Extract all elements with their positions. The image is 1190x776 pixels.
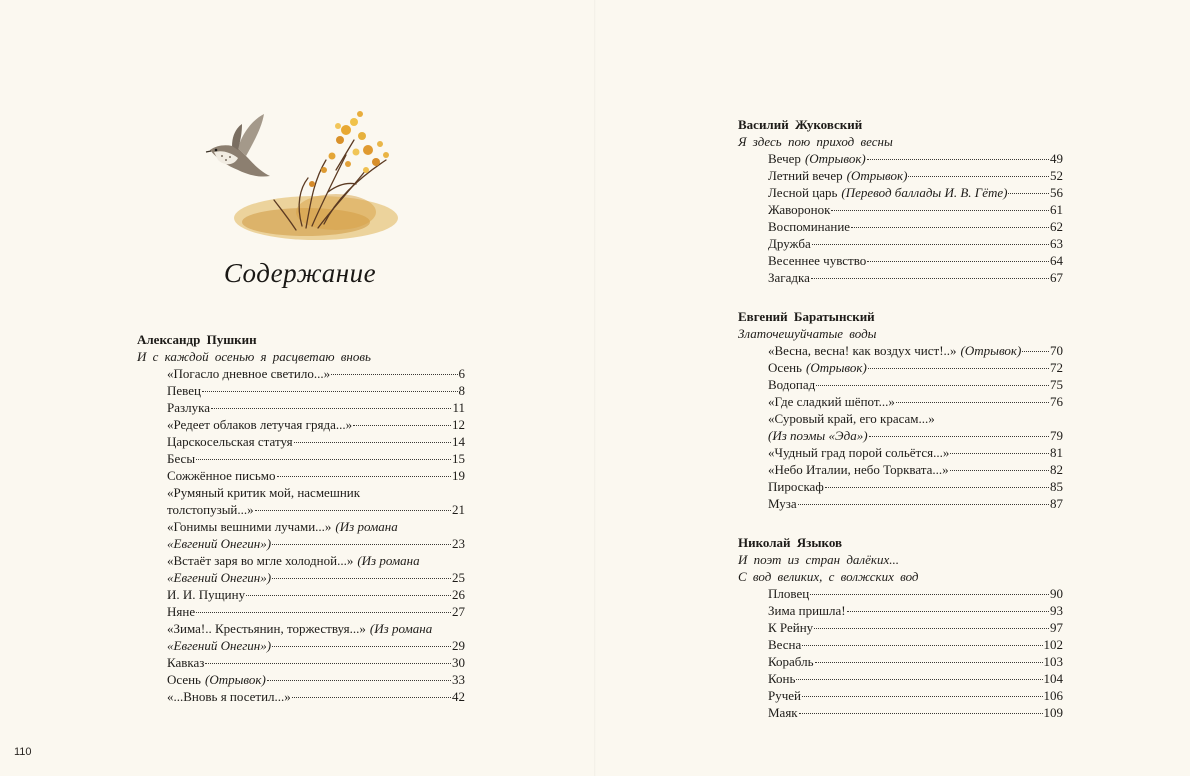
entry-note: (Из поэмы «Эда») — [768, 428, 868, 443]
author-name: Николай Языков — [738, 535, 843, 550]
toc-entry — [167, 484, 465, 501]
toc-entry — [768, 461, 1063, 478]
entry-page-number: 29 — [452, 638, 465, 653]
dot-leader — [255, 510, 451, 511]
toc-entry — [167, 586, 465, 603]
toc-entry — [167, 637, 465, 654]
entry-title: «Погасло дневное светило...» — [167, 366, 331, 381]
dot-leader — [831, 210, 1049, 211]
toc-entry — [768, 444, 1063, 461]
entry-note: (Из романа — [357, 553, 420, 568]
toc-entry — [167, 382, 465, 399]
toc-entry — [768, 150, 1063, 167]
entry-title: Осень — [167, 672, 201, 687]
entry-note: (Из романа — [369, 621, 433, 636]
toc-entry — [167, 501, 465, 518]
entry-title: «...Вновь я посетил...» — [167, 689, 291, 704]
entry-page-number: 102 — [1043, 637, 1063, 652]
dot-leader — [196, 459, 451, 460]
entry-note: (Отрывок) — [960, 343, 1022, 358]
entry-note: «Евгений Онегин») — [167, 638, 272, 653]
section-title: С вод великих, с волжских вод — [738, 569, 919, 584]
dot-leader — [802, 645, 1042, 646]
dot-leader — [868, 368, 1049, 369]
toc-entry — [167, 671, 465, 688]
toc-entry — [768, 342, 1063, 359]
entry-title: Вечер — [768, 151, 801, 166]
author-block-baratynsky — [738, 308, 1063, 512]
dot-leader — [799, 713, 1043, 714]
dot-leader — [211, 408, 451, 409]
entry-page-number: 49 — [1050, 151, 1063, 166]
entry-title: Пловец — [768, 586, 810, 601]
toc-left-column — [137, 331, 465, 727]
entry-title: Весна — [768, 637, 802, 652]
entry-note: (Отрывок) — [846, 168, 908, 183]
entry-title: Зима пришла! — [768, 603, 846, 618]
toc-entries — [137, 365, 465, 705]
entry-page-number: 72 — [1050, 360, 1063, 375]
entry-title: Пироскаф — [768, 479, 824, 494]
section-title: Я здесь пою приход весны — [738, 134, 893, 149]
dot-leader — [272, 578, 451, 579]
entry-title: Лесной царь — [768, 185, 838, 200]
dot-leader — [815, 662, 1043, 663]
toc-entry — [768, 478, 1063, 495]
entry-page-number: 15 — [452, 451, 465, 466]
toc-entry — [167, 518, 465, 535]
entry-page-number: 52 — [1050, 168, 1063, 183]
toc-entry — [768, 269, 1063, 286]
entry-page-number: 97 — [1050, 620, 1063, 635]
page-title: Содержание — [223, 258, 377, 288]
toc-entry — [167, 569, 465, 586]
entry-title: Муза — [768, 496, 797, 511]
entry-title: толстопузый...» — [167, 502, 254, 517]
entry-title: Конь — [768, 671, 796, 686]
toc-entries — [738, 585, 1063, 721]
dot-leader — [246, 595, 451, 596]
entry-page-number: 62 — [1050, 219, 1063, 234]
toc-entries — [738, 342, 1063, 512]
toc-entry — [768, 184, 1063, 201]
dot-leader — [950, 453, 1049, 454]
dot-leader — [196, 612, 451, 613]
entry-title: «Зима!.. Крестьянин, торжествуя...» — [167, 621, 366, 636]
dot-leader — [202, 391, 458, 392]
dot-leader — [816, 385, 1049, 386]
dot-leader — [867, 159, 1049, 160]
dot-leader — [950, 470, 1049, 471]
entry-page-number: 12 — [452, 417, 465, 432]
toc-entry — [167, 399, 465, 416]
author-block-pushkin — [137, 331, 465, 705]
entry-title: Загадка — [768, 270, 810, 285]
entry-title: Воспоминание — [768, 219, 851, 234]
toc-right-column — [738, 116, 1063, 743]
dot-leader — [825, 487, 1049, 488]
toc-entry — [768, 636, 1063, 653]
entry-title: «Небо Италии, небо Торквата...» — [768, 462, 949, 477]
toc-entry — [167, 450, 465, 467]
entry-note: (Перевод баллады И. В. Гёте) — [841, 185, 1008, 200]
dot-leader — [292, 697, 451, 698]
entry-page-number: 70 — [1050, 343, 1063, 358]
entry-title: И. И. Пущину — [167, 587, 246, 602]
entry-title: К Рейну — [768, 620, 814, 635]
dot-leader — [811, 278, 1049, 279]
entry-title: Кавказ — [167, 655, 205, 670]
entry-title: Летний вечер — [768, 168, 843, 183]
toc-entry — [167, 467, 465, 484]
toc-entry — [768, 167, 1063, 184]
toc-entry — [768, 252, 1063, 269]
entry-page-number: 104 — [1043, 671, 1063, 686]
toc-entry — [167, 620, 465, 637]
toc-entry — [768, 670, 1063, 687]
toc-entry — [167, 654, 465, 671]
dot-leader — [796, 679, 1042, 680]
entry-title: «Где сладкий шёпот...» — [768, 394, 895, 409]
entry-page-number: 33 — [452, 672, 465, 687]
entry-title: «Встаёт заря во мгле холодной...» — [167, 553, 354, 568]
entry-page-number: 106 — [1043, 688, 1063, 703]
dot-leader — [272, 646, 451, 647]
dot-leader — [272, 544, 451, 545]
entry-title: Жаворонок — [768, 202, 831, 217]
entry-title: Маяк — [768, 705, 798, 720]
dot-leader — [896, 402, 1049, 403]
entry-page-number: 87 — [1050, 496, 1063, 511]
dot-leader — [908, 176, 1049, 177]
toc-entry — [167, 535, 465, 552]
section-title: И поэт из стран далёких... — [738, 552, 899, 567]
toc-entry — [768, 201, 1063, 218]
entry-page-number: 67 — [1050, 270, 1063, 285]
dot-leader — [847, 611, 1049, 612]
toc-entry — [768, 585, 1063, 602]
entry-title: Корабль — [768, 654, 814, 669]
entry-page-number: 61 — [1050, 202, 1063, 217]
entry-title: Царскосельская статуя — [167, 434, 293, 449]
dot-leader — [867, 261, 1049, 262]
toc-entry — [167, 552, 465, 569]
entry-page-number: 64 — [1050, 253, 1063, 268]
toc-entry — [167, 688, 465, 705]
entry-title: Дружба — [768, 236, 811, 251]
entry-page-number: 75 — [1050, 377, 1063, 392]
dot-leader — [331, 374, 457, 375]
author-name: Василий Жуковский — [738, 117, 863, 132]
entry-title: «Суровый край, его красам...» — [768, 411, 935, 426]
entry-title: «Румяный критик мой, насмешник — [167, 485, 361, 500]
toc-entries — [738, 150, 1063, 286]
dot-leader — [869, 436, 1049, 437]
entry-page-number: 85 — [1050, 479, 1063, 494]
entry-page-number: 90 — [1050, 586, 1063, 601]
author-block-yazykov — [738, 534, 1063, 721]
dot-leader — [798, 504, 1049, 505]
section-title: Златочешуйчатые воды — [738, 326, 877, 341]
toc-entry — [768, 235, 1063, 252]
entry-title: Весеннее чувство — [768, 253, 867, 268]
dot-leader — [294, 442, 451, 443]
entry-title: «Чудный град порой сольётся...» — [768, 445, 950, 460]
entry-page-number: 42 — [452, 689, 465, 704]
dot-leader — [814, 628, 1049, 629]
entry-page-number: 82 — [1050, 462, 1063, 477]
toc-entry — [167, 433, 465, 450]
dot-leader — [851, 227, 1049, 228]
dot-leader — [812, 244, 1049, 245]
dot-leader — [802, 696, 1043, 697]
toc-entry — [768, 495, 1063, 512]
entry-title: «Весна, весна! как воздух чист!..» — [768, 343, 957, 358]
entry-title: Ручей — [768, 688, 801, 703]
entry-title: Осень — [768, 360, 802, 375]
dot-leader — [1022, 351, 1049, 352]
dot-leader — [353, 425, 451, 426]
toc-entry — [768, 376, 1063, 393]
toc-entry — [768, 359, 1063, 376]
entry-page-number: 14 — [452, 434, 465, 449]
entry-note: «Евгений Онегин») — [167, 570, 272, 585]
entry-page-number: 79 — [1050, 428, 1063, 443]
entry-page-number: 27 — [452, 604, 465, 619]
bird — [206, 114, 270, 177]
entry-note: (Из романа — [335, 519, 398, 534]
author-name: Александр Пушкин — [137, 332, 257, 347]
entry-title: Сожжённое письмо — [167, 468, 276, 483]
dot-leader — [1008, 193, 1049, 194]
dot-leader — [277, 476, 451, 477]
entry-page-number: 76 — [1050, 394, 1063, 409]
toc-entry — [167, 416, 465, 433]
entry-page-number: 81 — [1050, 445, 1063, 460]
entry-page-number: 30 — [452, 655, 465, 670]
dot-leader — [267, 680, 451, 681]
entry-note: (Отрывок) — [804, 151, 866, 166]
toc-entry — [768, 602, 1063, 619]
entry-page-number: 11 — [452, 400, 465, 415]
toc-entry — [768, 410, 1063, 427]
spread-gutter — [594, 0, 596, 776]
toc-entry — [167, 603, 465, 620]
entry-page-number: 8 — [458, 383, 465, 398]
entry-title: Водопад — [768, 377, 816, 392]
toc-entry — [768, 393, 1063, 410]
entry-title: «Редеет облаков летучая гряда...» — [167, 417, 353, 432]
entry-page-number: 23 — [452, 536, 465, 551]
entry-note: (Отрывок) — [805, 360, 867, 375]
entry-page-number: 109 — [1043, 705, 1063, 720]
toc-entry — [768, 704, 1063, 721]
entry-page-number: 26 — [452, 587, 465, 602]
entry-page-number: 93 — [1050, 603, 1063, 618]
entry-page-number: 25 — [452, 570, 465, 585]
entry-page-number: 103 — [1043, 654, 1063, 669]
dot-leader — [205, 663, 451, 664]
entry-note: (Отрывок) — [204, 672, 266, 687]
toc-entry — [768, 218, 1063, 235]
entry-page-number: 6 — [458, 366, 465, 381]
toc-entry — [768, 653, 1063, 670]
entry-note: «Евгений Онегин») — [167, 536, 272, 551]
page-number: 110 — [14, 746, 32, 758]
entry-title: Разлука — [167, 400, 211, 415]
entry-title: «Гонимы вешними лучами...» — [167, 519, 332, 534]
entry-title: Певец — [167, 383, 201, 398]
section-title: И с каждой осенью я расцветаю вновь — [137, 349, 371, 364]
toc-entry — [167, 365, 465, 382]
toc-entry — [768, 687, 1063, 704]
toc-entry — [768, 619, 1063, 636]
entry-page-number: 63 — [1050, 236, 1063, 251]
entry-title: Няне — [167, 604, 196, 619]
entry-page-number: 19 — [452, 468, 465, 483]
bird-and-autumn-bush-illustration — [196, 100, 416, 250]
dot-leader — [810, 594, 1049, 595]
entry-page-number: 21 — [452, 502, 465, 517]
author-name: Евгений Баратынский — [738, 309, 875, 324]
entry-page-number: 56 — [1050, 185, 1063, 200]
entry-title: Бесы — [167, 451, 196, 466]
toc-entry — [768, 427, 1063, 444]
author-block-zhukovsky — [738, 116, 1063, 286]
